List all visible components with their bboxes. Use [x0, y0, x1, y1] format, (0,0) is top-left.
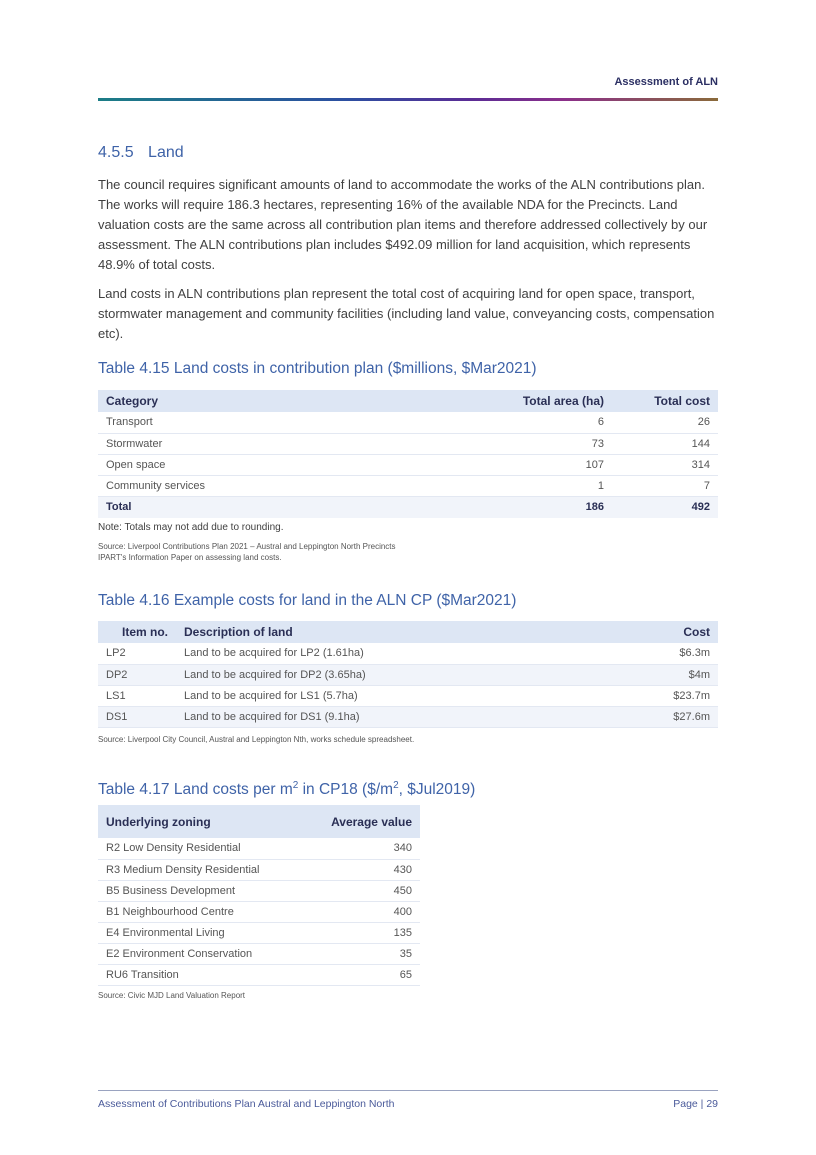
column-header: Cost — [612, 621, 718, 643]
table-row — [98, 964, 420, 985]
table-row — [98, 454, 718, 475]
table-cell: 144 — [612, 433, 718, 454]
table-cell: $23.7m — [612, 685, 718, 706]
table-cell: 7 — [612, 475, 718, 496]
table-cell: B1 Neighbourhood Centre — [98, 901, 303, 922]
section-title: Land — [148, 144, 184, 161]
table-row — [98, 643, 718, 664]
table-cell: 135 — [303, 922, 420, 943]
table-cell: RU6 Transition — [98, 964, 303, 985]
column-header: Item no. — [98, 621, 176, 643]
column-header: Description of land — [176, 621, 612, 643]
table-cell: Land to be acquired for DP2 (3.65ha) — [176, 664, 612, 685]
table-4-15-source: Source: Liverpool Contributions Plan 2021 – Austral and Leppington North Precincts — [98, 542, 396, 551]
table-4-16-source: Source: Liverpool City Council, Austral and Leppington Nth, works schedule spreadsheet. — [98, 735, 415, 744]
title-part: in CP18 ($/m — [298, 781, 394, 799]
table-cell: 1 — [466, 475, 612, 496]
table-row — [98, 433, 718, 454]
table-row — [98, 901, 420, 922]
table-row — [98, 922, 420, 943]
column-header: Underlying zoning — [98, 805, 303, 838]
table-cell: DS1 — [98, 706, 176, 727]
table-cell: 400 — [303, 901, 420, 922]
table-cell: 26 — [612, 412, 718, 433]
table-cell: E4 Environmental Living — [98, 922, 303, 943]
table-cell: 73 — [466, 433, 612, 454]
table-cell: R3 Medium Density Residential — [98, 859, 303, 880]
table-row — [98, 412, 718, 433]
table-cell: Community services — [98, 475, 466, 496]
superscript: 2 — [292, 780, 299, 791]
table-total-row — [98, 496, 718, 518]
table-header-row — [98, 805, 420, 838]
table-cell: Land to be acquired for LS1 (5.7ha) — [176, 685, 612, 706]
table-row — [98, 475, 718, 496]
paragraph-land-costs: Land costs in ALN contributions plan represent the total cost of acquiring land for open space, transport, stormwater management and community facilities (including land value, conveyancing costs, compensation etc). — [98, 286, 715, 341]
table-cell: Total — [98, 496, 466, 518]
title-part: , $Jul2019) — [398, 781, 476, 799]
table-cell: 6 — [466, 412, 612, 433]
table-row — [98, 943, 420, 964]
footer-page-number: Page | 29 — [673, 1098, 718, 1110]
paragraph-land-intro: The council requires significant amounts of land to accommodate the works of the ALN contributions plan. The works will require 186.3 hectares, representing 16% of the available NDA for the Precincts. Land valuation costs are the same across all contribution plan items and therefore addressed collectively by our assessment. The ALN contributions plan includes $492.09 million for land acquisition, which represents 48.9% of total costs. — [98, 177, 708, 272]
table-cell: E2 Environment Conservation — [98, 943, 303, 964]
table-cell: Open space — [98, 454, 466, 475]
table-cell: LS1 — [98, 685, 176, 706]
table-row — [98, 706, 718, 727]
table-4-15 — [98, 390, 718, 518]
table-cell: R2 Low Density Residential — [98, 838, 303, 859]
table-4-17-title — [98, 780, 475, 799]
header-divider — [98, 98, 718, 101]
superscript: 2 — [393, 780, 399, 791]
table-header-row — [98, 390, 718, 412]
section-heading — [98, 144, 184, 162]
table-row — [98, 664, 718, 685]
table-4-15-title: Table 4.15 Land costs in contribution plan ($millions, $Mar2021) — [98, 360, 537, 377]
table-cell: 340 — [303, 838, 420, 859]
table-cell: $4m — [612, 664, 718, 685]
table-row — [98, 880, 420, 901]
table-cell: B5 Business Development — [98, 880, 303, 901]
table-cell: 450 — [303, 880, 420, 901]
header-title: Assessment of ALN — [614, 76, 718, 88]
table-cell: 186 — [466, 496, 612, 518]
table-cell: $6.3m — [612, 643, 718, 664]
title-part: Table 4.17 Land costs per m — [98, 781, 293, 799]
table-4-16 — [98, 621, 718, 728]
column-header: Total area (ha) — [466, 390, 612, 412]
table-cell: 107 — [466, 454, 612, 475]
table-4-15-note: Note: Totals may not add due to rounding. — [98, 522, 284, 533]
section-number: 4.5.5 — [98, 144, 134, 161]
table-cell: Land to be acquired for DS1 (9.1ha) — [176, 706, 612, 727]
table-row — [98, 859, 420, 880]
table-row — [98, 685, 718, 706]
table-cell: 430 — [303, 859, 420, 880]
table-row — [98, 838, 420, 859]
table-cell: $27.6m — [612, 706, 718, 727]
table-4-16-title: Table 4.16 Example costs for land in the ALN CP ($Mar2021) — [98, 592, 517, 609]
table-cell: 314 — [612, 454, 718, 475]
table-4-15-source-2: IPART's Information Paper on assessing land costs. — [98, 553, 282, 562]
table-4-17-source: Source: Civic MJD Land Valuation Report — [98, 991, 246, 1000]
column-header: Average value — [303, 805, 420, 838]
footer-document-title: Assessment of Contributions Plan Austral and Leppington North — [98, 1098, 395, 1110]
table-cell: Transport — [98, 412, 466, 433]
table-cell: Land to be acquired for LP2 (1.61ha) — [176, 643, 612, 664]
table-cell: DP2 — [98, 664, 176, 685]
table-cell: 492 — [612, 496, 718, 518]
footer-divider — [98, 1090, 718, 1091]
table-cell: 65 — [303, 964, 420, 985]
column-header: Category — [98, 390, 466, 412]
table-cell: Stormwater — [98, 433, 466, 454]
table-cell: LP2 — [98, 643, 176, 664]
table-header-row — [98, 621, 718, 643]
table-cell: 35 — [303, 943, 420, 964]
table-4-17 — [98, 805, 420, 986]
column-header: Total cost — [612, 390, 718, 412]
